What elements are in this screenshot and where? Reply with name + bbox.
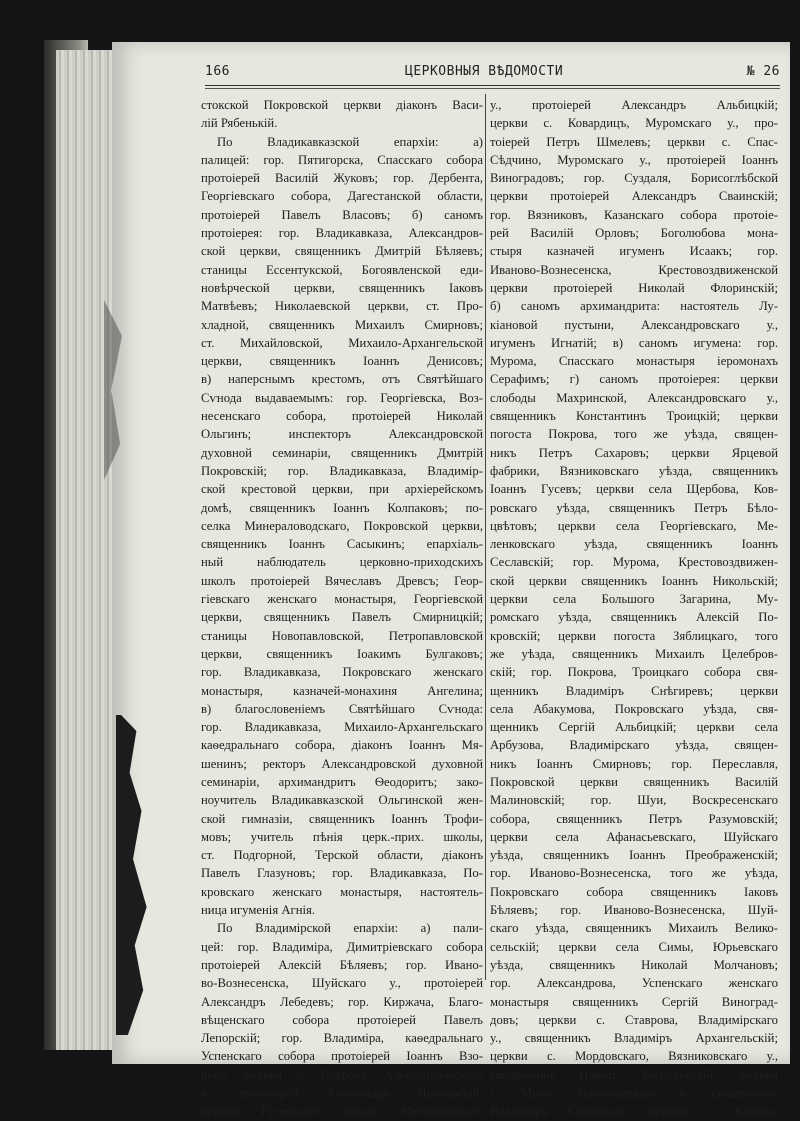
text-line: церкви, священникъ Іоакимъ Булгаковъ;: [201, 646, 483, 661]
text-line: По Владимірской епархіи: а) пали-: [217, 921, 483, 936]
text-line: протоіерей Алексій Бѣляевъ; гор. Ивано-: [201, 957, 483, 972]
text-line: лій Рябенькій.: [201, 116, 278, 131]
text-line: церкви Гусевскаго завода, Меленковскаго: [201, 1104, 483, 1119]
text-line: игуменъ Игнатій; в) саномъ игумена: гор.: [490, 335, 778, 350]
text-line: уѣзда, священникъ Николай Молчановъ;: [490, 957, 778, 972]
text-line: станицы Новопавловской, Петропавловской: [201, 628, 483, 643]
page-number: 166: [205, 64, 230, 79]
right-text-column: [490, 96, 778, 1121]
text-line: тоіерей Петръ Шмелевъ; церкви с. Спас-: [490, 134, 778, 149]
text-line: Георгіевскаго собора, Дагестанской области,: [201, 189, 483, 204]
text-line: протоіерей Василій Жуковъ; гор. Дербента,: [201, 171, 483, 186]
text-line: священникъ Константинъ Троицкій; церкви: [490, 409, 778, 424]
text-line: скій; гор. Покрова, Троицкаго собора свя-: [490, 665, 778, 680]
text-line: ромскаго уѣзда, священникъ Алексій По-: [490, 610, 778, 625]
text-line: хладной, священникъ Михаилъ Смирновъ;: [201, 317, 483, 332]
text-line: у., священникъ Владиміръ Архангельскій;: [490, 1031, 778, 1046]
text-line: ской церкви, священникъ Дмитрій Бѣляевъ;: [201, 244, 483, 259]
text-line: Бѣляевъ; гор. Иваново-Вознесенска, Шуй-: [490, 903, 778, 918]
text-line: стокской Покровской церкви діаконъ Васи-: [201, 98, 483, 112]
text-line: никъ Іоаннъ Смирновъ; гор. Переславля,: [490, 756, 778, 771]
text-line: Ольгинъ; инспекторъ Александровской: [201, 427, 483, 442]
text-line: в) благословеніемъ Святѣйшаго Сѵнода:: [201, 701, 483, 716]
text-line: во-Вознесенска, Шуйскаго у., протоіерей: [201, 976, 483, 991]
text-line: ст. Подгорной, Терской области, діаконъ: [201, 848, 483, 863]
issue-number: № 26: [746, 64, 780, 79]
text-line: Малиновскій; гор. Шуи, Воскресенскаго: [490, 793, 778, 808]
text-line: ровъ; церкви с. Покрова, Александровскаго: [201, 1067, 483, 1082]
text-line: протоіерея: гор. Владикавказа, Александров-: [201, 226, 483, 241]
text-line: Павелъ Глазуновъ; гор. Владикавказа, По-: [201, 866, 483, 881]
text-line: гор. Владикавказа, Михаило-Архангельскаго: [201, 720, 483, 735]
text-line: станицы Ессентукской, Богоявленской еди-: [201, 262, 483, 277]
text-line: села Абакумова, Покровскаго уѣзда, свя-: [490, 701, 778, 716]
text-line: никъ Петръ Сахаровъ; церкви Ярцевой: [490, 445, 778, 460]
text-line: монастыря, казначей-монахиня Ангелина;: [201, 683, 483, 698]
left-text-column: [201, 96, 483, 1121]
text-line: погоста Покрова, того же уѣзда, священ-: [490, 427, 778, 442]
text-line: гор. Владикавказа, Покровскаго женскаго: [201, 665, 483, 680]
text-line: семинаріи, архимандритъ Ѳеодоритъ; зако-: [201, 774, 483, 789]
text-line: кровскаго женскаго монастыря, настоятель-: [201, 884, 483, 899]
text-line: собора, священникъ Петръ Разумовскій;: [490, 811, 778, 826]
text-line: церкви села Афанасьевскаго, Шуйскаго: [490, 829, 778, 844]
text-line: ница игуменія Агнія.: [201, 903, 316, 918]
text-line: фабрики, Вязниковскаго уѣзда, священникъ: [490, 463, 778, 478]
text-line: шенинъ; ректоръ Александровской духовной: [201, 756, 483, 771]
text-line: щенникъ Сергій Альбицкій; церкви села: [490, 720, 778, 735]
text-line: у., протоіерей Александръ Никольскій;: [201, 1086, 483, 1101]
text-line: Владиміръ Сущевскій; церкви с. Капина,: [490, 1104, 778, 1119]
text-line: По Владикавказской епархіи: а): [217, 134, 483, 149]
text-line: каѳедральнаго собора, діаконъ Іоаннъ Мя-: [201, 738, 483, 753]
text-line: Покровскій; гор. Владикавказа, Владимір-: [201, 463, 483, 478]
text-line: церкви села Большого Загарина, Му-: [490, 592, 778, 607]
page-header: [205, 64, 780, 86]
text-line: цвѣтовъ; церкви села Георгіевскаго, Ме-: [490, 518, 778, 533]
text-line: Матвѣевъ; Николаевской церкви, ст. Про-: [201, 299, 483, 314]
text-line: церкви с. Мордовскаго, Вязниковскаго у.,: [490, 1049, 778, 1064]
text-line: церкви, священникъ Іоаннъ Денисовъ;: [201, 354, 483, 369]
text-line: вѣщенскаго собора протоіерей Павелъ: [201, 1012, 483, 1027]
text-line: школъ протоіерей Вячеславъ Древсъ; Геор-: [201, 573, 483, 588]
text-line: Успенскаго собора протоіерей Іоаннъ Взо-: [201, 1049, 483, 1064]
text-line: мовъ; учитель пѣнія церк.-прих. школы,: [201, 829, 483, 844]
text-line: церкви с. Ковардицъ, Муромскаго у., про-: [490, 116, 778, 131]
text-line: духовной семинаріи, священникъ Дмитрій: [201, 445, 483, 460]
text-line: гор. Александрова, Успенскаго женскаго: [490, 976, 778, 991]
text-line: Покровской церкви священникъ Василій: [490, 774, 778, 789]
text-line: монастыря священникъ Сергій Виноград-: [490, 994, 778, 1009]
text-line: б) саномъ архимандрита: настоятель Лу-: [490, 299, 778, 314]
text-line: ный наблюдатель церковно-приходскихъ: [201, 555, 483, 570]
text-line: церкви протоіерей Александръ Сваинскій;: [490, 189, 778, 204]
text-line: скаго уѣзда, священникъ Михаилъ Велико-: [490, 921, 778, 936]
text-line: Сеславскій; гор. Мурома, Крестовоздвижен-: [490, 555, 778, 570]
text-line: стыря казначей игуменъ Исаакъ; гор.: [490, 244, 778, 259]
text-line: кіановой пустыни, Александровскаго у.,: [490, 317, 778, 332]
text-line: палицей: гор. Пятигорска, Спасскаго собора: [201, 152, 483, 167]
text-line: Сѵнода выдаваемымъ: гор. Георгіевска, Воз-: [201, 390, 483, 405]
text-line: слободы Махринской, Александровскаго у.,: [490, 390, 778, 405]
text-line: сельскій; церкви села Симы, Юрьевскаго: [490, 939, 778, 954]
text-line: кровскій; церкви погоста Зяблицкаго, того: [490, 628, 778, 643]
text-line: ст. Михайловской, Михаило-Архангельской: [201, 335, 483, 350]
text-line: у., протоіерей Александръ Альбицкій;: [490, 98, 778, 112]
text-line: Лепорскій; гор. Владиміра, каѳедральнаго: [201, 1031, 483, 1046]
text-line: уѣзда, священникъ Іоаннъ Преображенскій;: [490, 848, 778, 863]
header-rule-secondary: [205, 88, 780, 89]
text-line: Серафимъ; г) саномъ протоіерея: церкви: [490, 372, 778, 387]
text-line: гіевскаго женскаго монастыря, Георгіевской: [201, 592, 483, 607]
text-line: цей: гор. Владиміра, Димитріевскаго собора: [201, 939, 483, 954]
text-line: Сѣдчино, Муромскаго у., протоіерей Іоаннъ: [490, 152, 778, 167]
text-line: новѣрческой церкви, священникъ Іаковъ: [201, 280, 483, 295]
journal-title: ЦЕРКОВНЫЯ ВѢДОМОСТИ: [405, 64, 564, 79]
text-line: Покровскаго собора священникъ Іаковъ: [490, 884, 778, 899]
text-line: Александръ Лебедевъ; гор. Киржача, Благо-: [201, 994, 483, 1009]
text-line: Виноградовъ; гор. Суздаля, Борисоглѣбской: [490, 171, 778, 186]
text-line: священникъ Павелъ Богословскій; церкви: [490, 1067, 778, 1082]
text-line: гор. Вязниковъ, Казанскаго собора протоіе-: [490, 207, 778, 222]
text-line: несенскаго собора, протоіерей Николай: [201, 409, 483, 424]
text-line: гор. Иваново-Вознесенска, того же уѣзда,: [490, 866, 778, 881]
text-line: рей Василій Орловъ; Боголюбова мона-: [490, 226, 778, 241]
text-line: селка Минераловодскаго, Покровской церкви,: [201, 518, 483, 533]
text-line: ской церкви священникъ Іоаннъ Никольскій;: [490, 573, 778, 588]
text-line: ровскаго уѣзда, священникъ Петръ Бѣло-: [490, 500, 778, 515]
text-line: Мурома, Спасскаго монастыря іеромонахъ: [490, 354, 778, 369]
text-line: Иваново-Вознесенска, Крестовоздвиженской: [490, 262, 778, 277]
text-line: священникъ Іоаннъ Сасыкинъ; епархіаль-: [201, 537, 483, 552]
text-line: ской гимназіи, священникъ Іоаннъ Трофи-: [201, 811, 483, 826]
text-line: Іоаннъ Гусевъ; церкви села Щербова, Ков-: [490, 482, 778, 497]
page-stack-edge: [56, 50, 116, 1050]
text-line: в) наперснымъ крестомъ, отъ Святѣйшаго: [201, 372, 483, 387]
text-line: ноучитель Владикавказской Ольгинской жен-: [201, 793, 483, 808]
text-line: церкви, священникъ Павелъ Смирницкій;: [201, 610, 483, 625]
text-line: щенникъ Владиміръ Снѣгиревъ; церкви: [490, 683, 778, 698]
text-line: Арбузова, Владимірскаго уѣзда, священ-: [490, 738, 778, 753]
text-line: с. Мыта, Гороховецкаго у., священникъ: [490, 1086, 778, 1101]
text-line: довъ; церкви с. Ставрова, Владимірскаго: [490, 1012, 778, 1027]
text-line: ской крестовой церкви, при архіерейскомъ: [201, 482, 483, 497]
text-line: протоіерей Павелъ Власовъ; б) саномъ: [201, 207, 483, 222]
text-line: же уѣзда, священникъ Михаилъ Целебров-: [490, 646, 778, 661]
column-divider: [485, 94, 486, 980]
text-line: ленковскаго уѣзда, священникъ Іоаннъ: [490, 537, 778, 552]
header-rule: [205, 85, 780, 86]
text-line: церкви протоіерей Николай Флоринскій;: [490, 280, 778, 295]
text-line: домѣ, священникъ Іоаннъ Колпаковъ; по-: [201, 500, 483, 515]
